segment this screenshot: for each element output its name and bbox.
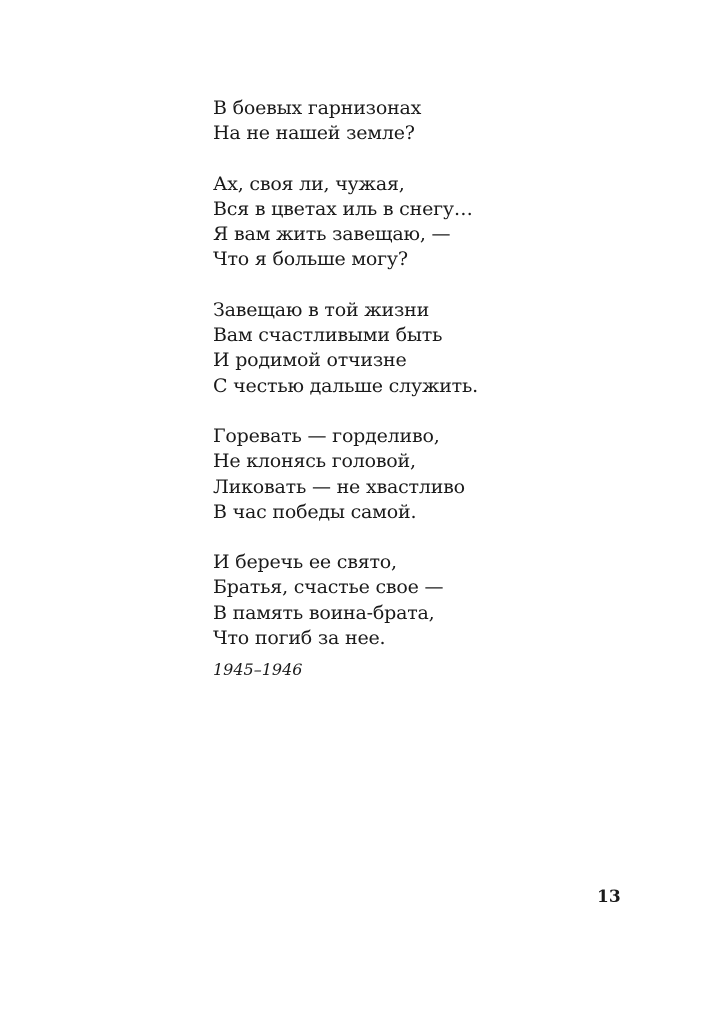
poem-line: Что погиб за нее. xyxy=(213,627,386,650)
poem-line: Завещаю в той жизни xyxy=(213,298,430,321)
poem-line: Ах, своя ли, чужая, xyxy=(213,172,405,195)
poem-body xyxy=(213,96,653,681)
poem-line: На не нашей земле? xyxy=(213,122,415,145)
poem-line: Вам счастливыми быть xyxy=(213,324,443,347)
poem-line: И родимой отчизне xyxy=(213,349,407,372)
poem-line: Не клонясь головой, xyxy=(213,450,416,473)
poem-line: Ликовать — не хвастливо xyxy=(213,475,465,498)
poem-line: Я вам жить завещаю, — xyxy=(213,223,451,246)
stanza-3 xyxy=(213,298,653,399)
poem-date: 1945–1946 xyxy=(213,660,303,680)
poem-line: В память воина-брата, xyxy=(213,601,435,624)
page-number: 13 xyxy=(597,887,621,907)
poem-line: В боевых гарнизонах xyxy=(213,97,422,119)
poem-line: Горевать — горделиво, xyxy=(213,424,440,447)
stanza-5 xyxy=(213,550,653,651)
poem-line: С честью дальше служить. xyxy=(213,374,478,397)
poem-line: И беречь ее свято, xyxy=(213,551,397,574)
poem-line: Вся в цветах иль в снегу… xyxy=(213,197,473,220)
stanza-1 xyxy=(213,96,653,147)
poem-line: Братья, счастье свое — xyxy=(213,576,444,599)
poem-line: Что я больше могу? xyxy=(213,248,408,271)
poem-line: В час победы самой. xyxy=(213,500,417,523)
stanza-2 xyxy=(213,172,653,273)
stanza-4 xyxy=(213,424,653,525)
